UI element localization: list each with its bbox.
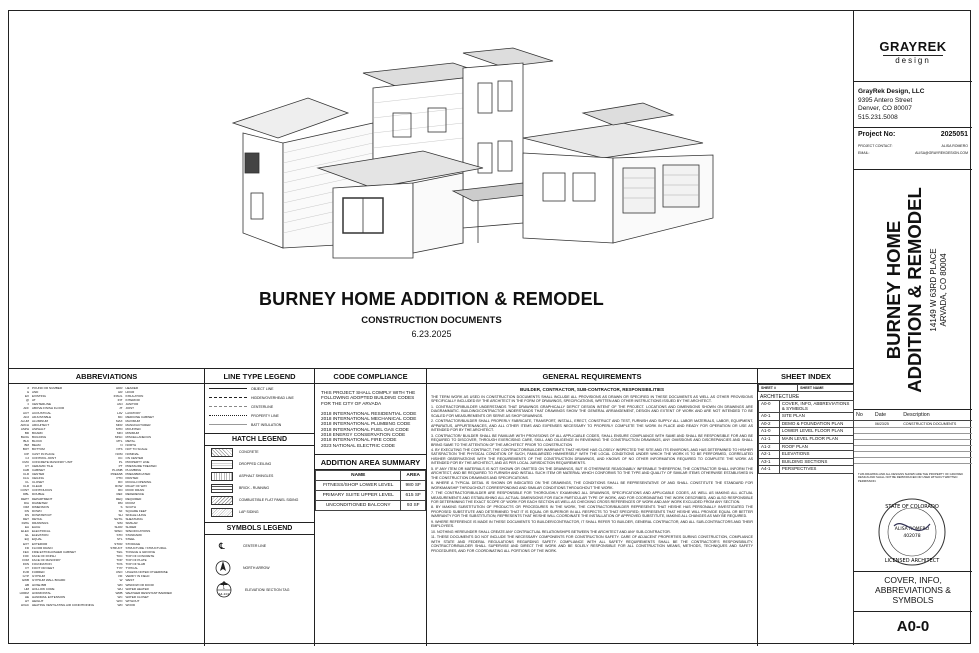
legends-panel bbox=[205, 369, 315, 646]
abbreviation-row: W WEST bbox=[119, 578, 135, 583]
abbreviation-row: STOR STORAGE bbox=[114, 541, 141, 546]
abbreviation-row: WH WATER HEATER bbox=[117, 586, 149, 591]
abbreviation-row: SIM SIMILAR bbox=[117, 521, 138, 526]
north-arrow-icon bbox=[213, 559, 233, 577]
code-item: 2018 INTERNATIONAL RESIDENTIAL CODE bbox=[321, 410, 417, 416]
firm-address-1: 9395 Antero Street bbox=[858, 96, 913, 104]
abbreviation-row: DS DOWNSPOUT bbox=[24, 512, 52, 517]
area-row: FITNESS/SHOP LOWER LEVEL 980 SF bbox=[316, 480, 426, 490]
abbreviation-row: HR HOUR bbox=[118, 390, 135, 395]
abbreviation-row: DIA DIAMETER bbox=[23, 500, 48, 505]
code-item: 2018 ENERGY CONSERVATION CODE bbox=[321, 432, 406, 438]
hatch-brick: BRICK - RUNNING bbox=[205, 482, 314, 494]
abbreviation-row: CJ CONTROL JOINT bbox=[25, 455, 57, 460]
abbreviation-row: PTD PAINTED bbox=[116, 476, 139, 481]
sheet-index-row: A3-1 BUILDING SECTIONS bbox=[759, 458, 854, 466]
abbreviation-row: MAX MAXIMUM bbox=[115, 418, 140, 423]
abbreviation-row: ASPH ASPHALT bbox=[20, 426, 46, 431]
symbol-center-line: ℄ CENTER LINE bbox=[205, 535, 314, 557]
svg-text:℄: ℄ bbox=[219, 542, 225, 552]
abbreviation-row: & AND bbox=[26, 390, 39, 395]
sheet-index-row: A0-1 SITE PLAN bbox=[759, 413, 854, 421]
line-type-hidden: HIDDEN/OVERHEAD LINE bbox=[205, 393, 314, 402]
abbreviation-row: INSUL INSULATION bbox=[113, 394, 144, 399]
abbreviation-row: CMU CONCRETE MASONRY UNIT bbox=[22, 459, 73, 464]
code-item: 2018 INTERNATIONAL MECHANICAL CODE bbox=[321, 416, 417, 422]
abbreviation-row: EA EACH bbox=[24, 525, 41, 530]
abbreviation-row: DN DOWN bbox=[24, 508, 42, 513]
abbreviation-row: EXT EXTERIOR bbox=[23, 541, 48, 546]
abbreviation-row: INT INTERIOR bbox=[117, 398, 140, 403]
sheet-index-row: A0-0 COVER, INFO, ABBREVIATIONS & SYMBOLS bbox=[759, 401, 854, 413]
area-summary-table: NAME AREA FITNESS/SHOP LOWER LEVEL 980 SF PRIMARY SUITE UPPER LEVEL 615 SF UNCONDITIONED BALCONY 93 SF bbox=[315, 470, 426, 511]
main-area bbox=[9, 11, 854, 645]
requirement-item: 9. WHERE REFERENCE IS MADE IN THESE DOCUMENTS TO BUILDER/CONTRACTOR, IT SHALL REFER TO BUILDER, GENERAL CONTRACTOR, AND ALL SUB-CONTRACTORS AND THEIR EMPLOYEES. bbox=[431, 519, 753, 529]
abbreviation-row: BD BOARD bbox=[24, 431, 43, 436]
abbreviation-row: N NORTH bbox=[120, 443, 137, 448]
email-label: EMAIL: bbox=[858, 151, 870, 155]
project-name-line-2: ADDITION & REMODEL bbox=[904, 187, 925, 393]
abbreviation-row: EX EXISTING bbox=[24, 394, 47, 399]
requirement-item: 11. THESE DOCUMENTS DO NOT INCLUDE THE NECESSARY COMPONENTS FOR CONSTRUCTION SAFETY. CARE OF ADJACENT PROPERTIES DURING CONSTRUCTION, COMPLIANCE WITH STATE AND FEDERAL REGULATIONS REGARDING SAFETY. COMPLIANCE WITH ALL SAFETY REQUIREMENTS SHALL BE THE CONTRACTOR'S RESPONSIBILITY. CONTRACTOR/BUILDER SHALL SUPERVISE AND DIRECT THE WORK AND BE SOLELY RESPONSIBLE FOR ALL CONSTRUCTION MEANS, METHODS, TECHNIQUES AND SAFETY PROCEDURES, AND FOR COORDINATING ALL PORTIONS OF THE WORK. bbox=[431, 535, 753, 553]
abbreviation-row: SF SQUARE FEET bbox=[118, 508, 147, 513]
abbreviation-row: CLR CLEAR bbox=[22, 484, 43, 489]
abbreviation-row: STRUCT STRUCTURE / STRUCTURAL bbox=[110, 545, 167, 550]
seal-name: ALISA ROMERO bbox=[894, 527, 930, 532]
abbreviation-row: FDN FOUNDATION bbox=[22, 562, 52, 567]
general-requirements-heading: GENERAL REQUIREMENTS bbox=[427, 369, 757, 384]
hatch-dropped-ceiling: DROPPED CEILING bbox=[205, 458, 314, 470]
general-requirements-text: THE TERM WORK AS USED IN CONSTRUCTION DOCUMENTS SHALL INCLUDE ALL PROVISIONS AS DRAWN OR SPECIFIED IN THESE DOCUMENTS AS WELL AS OTHER PROVISIONS SPECIFICALLY INCLUDED BY THE ARCHITECT IN THE FORM OF DRAWINGS, SPECIFICATIONS, WRITTEN AND OTHER INSTRUCTIONS ISSUED BY THE ARCHITECT. 1. CONTRACTOR/BUILDER UNDERSTANDS THAT DRAWINGS GRAPHICALLY DEPICT DESIGN INTENT OF THE PROJECT. LOCATIONS AND DIMENSIONS SHOWN ON DRAWINGS ARE DIAGRAMMATIC. BUILDING/CONTRACTOR UNDERSTANDS THAT DRAWINGS SHOW THE GENERAL ARRANGEMENT, DESIGN AND EXTENT OF WORK AND ARE NOT INTENDED TO BE SCALED FOR MEASUREMENTS OR SERVE AS SHOP DRAWINGS. 2. CONTRACTOR/BUILDER SHALL PROPERLY FABRICATE, TRANSPORT, INSTALL, ERECT, CONSTRUCT AND TEST, FURNISH AND SUPPLY ALL LABOR MATERIALS, LABOR, EQUIPMENT, APPARATUS, APPURTENANCES, AND ALL OTHER ITEMS AND EXPENSES NECESSARY TO PROPERLY COMPLETE THE WORK IN PLACE AND READY FOR OPERATION OR USE AS INTENDED FOR BY THE ARCHITECT. 3. CONTRACTOR/ BUILDER SHALL BE FAMILIAR WITH PROVISIONS OF ALL APPLICABLE CODES, SHALL ENSURE COMPLIANCE WITH SAME AND SHALL BE RESPONSIBLE FOR AND BE REQUIRED TO DISCOVER, THROUGH EXERCISING CARE, SKILL AND DILIGENCE IN REVIEWING THE CONSTRUCTION DRAWINGS, ANY OMISSIONS AND DISCREPANCIES AND SHALL BRING SAME TO THE ATTENTION OF THE ARCHITECT PRIOR TO CONSTRUCTION 4. BY EXECUTING THE CONTRACT, THE CONTRACTOR/BUILDER WARRANTS THAT HE/SHE HAS CLOSELY INSPECTED THE SITE AND ITS ENVIRONS, AND HAS DETERMINED TO HIS/HER SATISFACTION THE PHYSICAL CONDITION OF SUCH, FAMILIARIZED HIM/HERSELF WITH THE LOCAL CONDITIONS UNDER WHICH THE WORK IS TO BE PERFORMED, CORRELATED HIS/HER OBSERVATIONS WITH THE REQUIREMENTS OF THE CONSTRUCTION DRAWINGS, AND KNOWS OF NO OTHER INFORMATION REQUIRED TO COMPLETE THE WORK AS INTENDED FOR BY THE ARCHITECT, AND AS PER LOCAL JURISDICTION REQUIREMENTS. 5. IF ANY ITEM OR MATERIALS IS NOT SHOWN OR OMITTED ON THE DRAWINGS, BUT IS OTHERWISE REASONABLY INFERABLE THEREFROM, THE CONTRACTOR SHALL INFORM THE ARCHITECT, AND BE REQUIRED TO FURNISH AND INSTALL SUCH ITEM OR MATERIAL WHICH CONFORMS TO THE TYPE AND QUALITY OF SIMILAR ITEMS OTHERWISE ESTABLISHED IN THE CONSTRUCTION DRAWINGS AND SPECIFICATIONS. 6. WHERE A TYPICAL DETAIL IS SHOWN OR INDICATED ON THE DRAWINGS, THE CONDITIONS SHALL BE REPRESENTATIVE OF AND SHALL CONSTITUTE THE STANDARD FOR WORKMANSHIP THROUGHOUT CORRESPONDING AND SIMILAR CONDITIONS THROUGHOUT THE WORK. 7. THE CONTRACTOR/BUILDER ARE RESPONSIBLE FOR THOROUGHLY EXAMINING ALL DRAWINGS, SPECIFICATIONS AND APPLICABLE CODES, AS WELL AS MAKING ALL ACTUAL MEASUREMENTS AND ESTABLISHING ALL ACTUAL DIMENSIONS FOR EACH PARTICULAR TYPE OF WORK, AND FOR COORDINATING THE WORK DESCRIBED, AND ALSO RESPONSIBLE FOR DETERMINING THE EXACT SCOPE OF WORK FOR EACH SECTION AS WELL AS CHECKING CROSS REFERENCES OF WORK AND ANY WORK EXCLUDED FROM ANY SECTION. 8. BY MAKING SUBSTITUTION OF PRODUCTS OR PROCEDURES IN THE WORK, THE CONTRACTOR/BUILDER REPRESENTS THAT HE/SHE HAS PERSONALLY INVESTIGATED THE PROPOSED SUBSTITUTE AND DETERMINED THAT IT IS EQUAL OR SUPERIOR IN ALL RESPECTS TO THAT SPECIFIED; REPRESENTS THAT HE/SHE WILL PROVIDE EQUAL OR BETTER WARRANTY FOR THE SUBSTITUTION; REPRESENTS THAT HE/SHE WILL COORDINATE THE INSTALLATION OF APPROVED SUBSTITUTE, MAKING ALL CHANGES AS MAY BE REQUIRED. 9. WHERE REFERENCE IS MADE IN THESE DOCUMENTS TO BUILDER/CONTRACTOR, IT SHALL REFER TO BUILDER, GENERAL CONTRACTOR, AND ALL SUB-CONTRACTORS AND THEIR EMPLOYEES. 10. NOTHING HEREUNDER SHALL CREATE ANY CONTRACTUAL RELATIONSHIPS BETWEEN THE ARCHITECT AND ANY SUB-CONTRACTOR. 11. THESE DOCUMENTS DO NOT INCLUDE THE NECESSARY COMPONENTS FOR CONSTRUCTION SAFETY. CARE OF ADJACENT PROPERTIES DURING CONSTRUCTION, COMPLIANCE WITH STATE AND FEDERAL REGULATIONS REGARDING SAFETY. COMPLIANCE WITH ALL SAFETY REQUIREMENTS SHALL BE THE CONTRACTOR'S RESPONSIBILITY. CONTRACTOR/BUILDER SHALL SUPERVISE AND DIRECT THE WORK AND BE SOLELY RESPONSIBLE FOR ALL CONSTRUCTION MEANS, METHODS, TECHNIQUES AND SAFETY PROCEDURES, AND FOR COORDINATING ALL PORTIONS OF THE WORK. bbox=[431, 395, 753, 553]
copyright-disclaimer: THIS DRAWING AND ALL DESIGNS SHOWN ARE THE PROPERTY OF GRAYREK DESIGN AND SHALL NOT BE REPRODUCED OR USED WITHOUT WRITTEN PERMISSION. bbox=[858, 472, 964, 483]
abbreviation-row: FOM FACE OF MASONRY bbox=[22, 557, 61, 562]
abbreviation-row: HORIZ HORIZONTAL bbox=[19, 590, 52, 595]
project-name-line-1: BURNEY HOME bbox=[883, 220, 904, 360]
revision-block bbox=[854, 409, 972, 464]
project-number: 2025051 bbox=[940, 131, 968, 138]
abbreviation-row: # POUND OR NUMBER bbox=[27, 386, 63, 390]
abbreviation-row: TOS TOP OF SLAB bbox=[116, 562, 146, 567]
line-type-property: PROPERTY LINE bbox=[205, 411, 314, 420]
abbreviation-row: DIM DIMENSION bbox=[23, 504, 50, 509]
code-item: 2018 INTERNATIONAL FUEL GAS CODE bbox=[321, 426, 409, 432]
area-row: PRIMARY SUITE UPPER LEVEL 615 SF bbox=[316, 490, 426, 500]
abbreviation-row: BLK BLOCK bbox=[23, 439, 43, 444]
abbreviation-row: GWB GYPSUM WALL BOARD bbox=[21, 578, 66, 583]
project-address-2: ARVADA, CO 80004 bbox=[939, 253, 948, 327]
abbreviation-row: ALUM ALUMINUM bbox=[20, 418, 49, 423]
abbreviation-row: BM BEAM bbox=[24, 443, 41, 448]
centerline-symbol-icon bbox=[213, 538, 233, 554]
abbreviation-row: ACT ACOUSTICAL bbox=[23, 410, 52, 415]
sheet-title: COVER, INFO, ABBREVIATIONS & SYMBOLS bbox=[854, 571, 972, 611]
abbreviation-row: ¢ CENTERLINE bbox=[27, 402, 52, 407]
abbreviation-row: WD WOOD bbox=[117, 602, 136, 607]
abbreviation-row: TOP TOP OF PLATE bbox=[116, 557, 147, 562]
abbreviation-row: GYP GYPSUM bbox=[22, 574, 46, 579]
abbreviation-row: PT PRESSURE TREATED bbox=[118, 463, 157, 468]
cover-drawing-area bbox=[9, 11, 854, 368]
abbreviation-row: REF REFERENCE bbox=[116, 492, 145, 497]
hatch-lap-siding: LAP SIDING bbox=[205, 506, 314, 518]
abbreviation-row: STL STEEL bbox=[116, 537, 136, 542]
abbreviation-row: SLDR SLIDER bbox=[114, 525, 137, 530]
sheet-index-row: A1-2 ROOF PLAN bbox=[759, 443, 854, 451]
abbreviation-row: CLG CEILING bbox=[22, 476, 45, 481]
abbreviation-row: HVAC HEATING VENTILATING AIR CONDITIONING bbox=[20, 602, 95, 607]
hatch-concrete: CONCRETE bbox=[205, 446, 314, 458]
abbreviation-row: PL PROPERTY LINE bbox=[118, 459, 150, 464]
responsibilities-subheading: BUILDER, CONTRACTOR, SUB-CONTRACTOR, RESPONSIBILITIES bbox=[519, 387, 665, 392]
abbreviations-column-1 bbox=[13, 386, 107, 607]
code-intro: THIS PROJECT SHALL COMPLY WITH THE FOLLOWING ADOPTED BUILDING CODES FOR THE CITY OF ARVADA bbox=[321, 390, 416, 406]
abbreviation-row: CL CLOSET bbox=[25, 480, 45, 485]
line-type-batt: BATT INSULATION bbox=[205, 420, 314, 429]
abbreviation-row: CT CERAMIC TILE bbox=[25, 463, 53, 468]
abbreviation-row: EL ELEVATION bbox=[25, 533, 49, 538]
abbreviation-row: PLUMB PLUMBING bbox=[112, 467, 142, 472]
code-item: 2018 INTERNATIONAL PLUMBING CODE bbox=[321, 421, 411, 427]
abbreviation-row: UNO UNLESS NOTED OTHERWISE bbox=[115, 570, 168, 575]
abbreviation-row: WRB WEATHER RESISTANT BARRIER bbox=[115, 590, 172, 595]
vertical-project-title bbox=[854, 169, 972, 409]
line-type-centerline: CENTERLINE bbox=[205, 402, 314, 411]
sheet-index-group-label: ARCHITECTURE bbox=[760, 394, 800, 400]
elevation-tag-number: 1 bbox=[222, 584, 226, 590]
abbreviation-row: ROW RIGHT OF WAY bbox=[115, 484, 148, 489]
project-number-label: Project No: bbox=[858, 131, 896, 138]
abbreviation-row: CONT CONTINUOUS bbox=[20, 488, 53, 493]
requirement-item: 2. CONTRACTOR/BUILDER SHALL PROPERLY FABRICATE, TRANSPORT, INSTALL, ERECT, CONSTRUCT AND TEST, FURNISH AND SUPPLY ALL LABOR MATERIALS, LABOR, EQUIPMENT, APPARATUS, APPURTENANCES, AND ALL OTHER ITEMS AND EXPENSES NECESSARY TO PROPERLY COMPLETE THE WORK IN PLACE AND READY FOR OPERATION OR USE AS INTENDED FOR BY THE ARCHITECT. bbox=[431, 419, 753, 433]
requirement-item: 3. CONTRACTOR/ BUILDER SHALL BE FAMILIAR WITH PROVISIONS OF ALL APPLICABLE CODES, SHALL ENSURE COMPLIANCE WITH SAME AND SHALL BE RESPONSIBLE FOR AND BE REQUIRED TO DISCOVER, THROUGH EXERCISING CARE, SKILL AND DILIGENCE IN REVIEWING THE CONSTRUCTION DRAWINGS, ANY OMISSIONS AND DISCREPANCIES AND SHALL BRING SAME TO THE ATTENTION OF THE ARCHITECT PRIOR TO CONSTRUCTION bbox=[431, 433, 753, 447]
project-address-1: 14149 W 63RD PLACE bbox=[929, 248, 938, 332]
elevation-tag-sheet: A4-101 bbox=[218, 592, 230, 596]
abbreviation-row: REQ REQUIRED bbox=[115, 496, 142, 501]
abbreviation-row: OC ON CENTER bbox=[118, 455, 144, 460]
firm-phone: 515.231.5008 bbox=[858, 113, 898, 121]
abbreviation-row: S SOUTH bbox=[120, 504, 136, 509]
area-row: UNCONDITIONED BALCONY 93 SF bbox=[316, 500, 426, 510]
line-type-legend-heading: LINE TYPE LEGEND bbox=[205, 369, 314, 384]
firm-name: GrayRek Design, LLC bbox=[858, 88, 925, 95]
abbreviation-row: FD FLOOR DRAIN bbox=[25, 545, 53, 550]
contact-name: ALISA ROMERO bbox=[941, 144, 968, 148]
sheet-index-table: SHEET # SHEET NAME bbox=[758, 384, 854, 392]
abbreviation-row: WC WATER CLOSET bbox=[117, 594, 149, 599]
abbreviation-row: BLDG BUILDING bbox=[20, 435, 47, 440]
code-compliance-heading: CODE COMPLIANCE bbox=[315, 369, 426, 384]
abbreviation-row: LAV LAVATORY bbox=[117, 410, 141, 415]
firm-info bbox=[854, 81, 972, 128]
abbreviation-row: DBL DOUBLE bbox=[23, 492, 45, 497]
symbol-elevation-tag: 1 A4-101 ELEVATION/ SECTION TAG bbox=[205, 579, 314, 601]
abbreviation-row: MFR MANUFACTURER bbox=[116, 422, 151, 427]
seal-number: 402078 bbox=[903, 534, 921, 539]
symbols-legend-heading: SYMBOLS LEGEND bbox=[205, 522, 314, 535]
hatch-asphalt-shingles: ASPHALT SHINGLES bbox=[205, 470, 314, 482]
abbreviation-row: VIF VERIFY IN FIELD bbox=[117, 574, 150, 579]
abbreviation-row: DWG DRAWINGS bbox=[21, 521, 49, 526]
requirement-item: 7. THE CONTRACTOR/BUILDER ARE RESPONSIBLE FOR THOROUGHLY EXAMINING ALL DRAWINGS, SPECIFICATIONS AND APPLICABLE CODES, AS WELL AS MAKING ALL ACTUAL MEASUREMENTS AND ESTABLISHING ALL ACTUAL DIMENSIONS FOR EACH PARTICULAR TYPE OF WORK, AND FOR COORDINATING THE WORK DESCRIBED, AND ALSO RESPONSIBLE FOR DETERMINING THE EXACT SCOPE OF WORK FOR EACH SECTION AS WELL AS CHECKING CROSS REFERENCES OF WORK AND ANY WORK EXCLUDED FROM ANY SECTION. bbox=[431, 491, 753, 504]
contact-email: ALISA@GRAYREKDESIGN.COM bbox=[915, 151, 968, 155]
abbreviation-row: MC MEDICINE CABINET bbox=[117, 414, 155, 419]
abbreviation-row: FT FOOT OR FEET bbox=[25, 566, 55, 571]
abbreviation-row: MTD MOUNTED bbox=[116, 426, 141, 431]
abbreviation-row: SH SINGLE HUNG bbox=[118, 512, 147, 517]
abbreviations-column-2 bbox=[107, 386, 201, 607]
abbreviation-row: WD WINDOW OR DOOR bbox=[117, 582, 154, 587]
firm-address-2: Denver, CO 80007 bbox=[858, 105, 912, 112]
abbreviation-row: HB HOSE BIB bbox=[24, 582, 47, 587]
abbreviation-row: @ AT bbox=[25, 398, 36, 403]
elevation-tag-icon bbox=[213, 580, 235, 600]
area-summary-heading: ADDITION AREA SUMMARY bbox=[315, 454, 426, 470]
requirement-item: 8. BY MAKING SUBSTITUTION OF PRODUCTS OR PROCEDURES IN THE WORK, THE CONTRACTOR/BUILDER REPRESENTS THAT HE/SHE HAS PERSONALLY INVESTIGATED THE PROPOSED SUBSTITUTE AND DETERMINED THAT IT IS EQUAL OR SUPERIOR IN ALL RESPECTS TO THAT SPECIFIED; REPRESENTS THAT HE/SHE WILL PROVIDE EQUAL OR BETTER WARRANTY FOR THE SUBSTITUTION; REPRESENTS THAT HE/SHE WILL COORDINATE THE INSTALLATION OF APPROVED SUBSTITUTE, MAKING ALL CHANGES AS MAY BE REQUIRED. bbox=[431, 505, 753, 519]
abbreviation-row: HDR HEADER bbox=[116, 386, 139, 390]
abbreviation-row: MISC MISCELLANEOUS bbox=[115, 435, 152, 440]
abbreviation-row: W/O WITHOUT bbox=[116, 598, 140, 603]
abbreviation-row: HM HOLLOW CORE bbox=[24, 586, 55, 591]
abbreviations-heading: ABBREVIATIONS bbox=[9, 369, 204, 384]
abbreviation-row: CAB CABINET bbox=[22, 467, 46, 472]
revision-row: 06/23/25 CONSTRUCTION DOCUMENTS bbox=[854, 421, 972, 428]
abbreviation-row: PREFAB PREFABRICATED bbox=[110, 471, 151, 476]
abbreviation-row: MTL METAL bbox=[116, 439, 136, 444]
abbreviation-row: RO ROUGH OPENING bbox=[118, 480, 152, 485]
abbreviation-row: JT JOIST bbox=[119, 406, 135, 411]
code-compliance-panel bbox=[315, 369, 427, 646]
abbreviation-row: ELEC ELECTRICAL bbox=[21, 529, 51, 534]
code-item: 2023 NATIONAL ELECTRIC CODE bbox=[321, 442, 395, 448]
requirement-item: 5. IF ANY ITEM OR MATERIALS IS NOT SHOWN OR OMITTED ON THE DRAWINGS, BUT IS OTHERWISE REASONABLY INFERABLE THEREFROM, THE CONTRACTOR SHALL INFORM THE ARCHITECT, AND BE REQUIRED TO FURNISH AND INSTALL SUCH ITEM OR MATERIAL WHICH CONFORMS TO THE TYPE AND QUALITY OF SIMILAR ITEMS OTHERWISE ESTABLISHED IN THE CONSTRUCTION DRAWINGS AND SPECIFICATIONS. bbox=[431, 466, 753, 480]
abbreviation-row: FOF FACE OF FINISH bbox=[23, 553, 56, 558]
sheet-index-row: A2-1 ELEVATIONS bbox=[759, 451, 854, 459]
code-item: 2018 INTERNATIONAL FIRE CODE bbox=[321, 437, 397, 443]
hatch-legend-heading: HATCH LEGEND bbox=[205, 433, 314, 446]
abbreviation-row: T&G TONGUE & GROOVE bbox=[116, 549, 156, 554]
drawing-sheet bbox=[8, 10, 971, 644]
abbreviation-row: MIN MINIMUM bbox=[117, 431, 139, 436]
grayrek-logo: GRAYREK design bbox=[879, 39, 947, 65]
general-requirements-panel bbox=[427, 369, 758, 646]
abbreviation-row: CLR CENTER bbox=[22, 471, 45, 476]
code-list bbox=[321, 411, 420, 448]
requirement-item: 10. NOTHING HEREUNDER SHALL CREATE ANY CONTRACTUAL RELATIONSHIPS BETWEEN THE ARCHITECT AND ANY SUB-CONTRACTOR. bbox=[431, 529, 671, 534]
seal-license: LICENSED ARCHITECT bbox=[884, 558, 940, 564]
abbreviation-row: JAN JANITOR bbox=[116, 402, 139, 407]
abbreviation-row: DEPT DEPARTMENT bbox=[20, 496, 53, 501]
schedules-strip bbox=[9, 368, 854, 645]
title-block bbox=[854, 11, 972, 645]
abbreviation-row: NTS NOT TO SCALE bbox=[116, 447, 148, 452]
abbreviation-row: HT HEIGHT bbox=[25, 598, 44, 603]
sheet-index-heading: SHEET INDEX bbox=[758, 369, 854, 384]
abbreviation-row: ARCH ARCHITECT bbox=[20, 422, 50, 427]
revision-row bbox=[854, 458, 972, 464]
document-type: CONSTRUCTION DOCUMENTS bbox=[361, 315, 502, 326]
sheet-index-panel bbox=[758, 369, 854, 646]
abbreviation-row: FEC FIRE EXTINGUISHER CABINET bbox=[23, 549, 77, 554]
abbreviation-row: SPEC SPECIFICATIONS bbox=[114, 529, 151, 534]
abbreviation-row: BOT BOTTOM bbox=[22, 447, 45, 452]
project-number-block bbox=[854, 127, 972, 158]
project-title: BURNEY HOME ADDITION & REMODEL bbox=[258, 289, 604, 309]
abbreviation-row: FUR FURRED bbox=[22, 570, 45, 575]
abbreviation-row: DET DETAIL bbox=[23, 517, 43, 521]
abbreviation-row: ADJ ADJUSTABLE bbox=[23, 414, 52, 419]
seal-state: STATE OF COLORADO bbox=[885, 504, 939, 510]
contact-label: PROJECT CONTACT: bbox=[858, 144, 893, 148]
line-type-object: OBJECT LINE bbox=[205, 384, 314, 393]
document-date: 6.23.2025 bbox=[411, 329, 452, 339]
abbreviation-row: SHTG SHEATHING bbox=[114, 517, 143, 521]
abbreviation-row: RD ROOF DRAIN bbox=[118, 488, 145, 493]
abbreviation-row: TYP TYPICAL bbox=[116, 566, 139, 571]
abbreviation-row: HE HANDRAIL EXTENSION bbox=[24, 594, 66, 599]
requirement-item: 4. BY EXECUTING THE CONTRACT, THE CONTRACTOR/BUILDER WARRANTS THAT HE/SHE HAS CLOSELY INSPECTED THE SITE AND ITS ENVIRONS, AND HAS DETERMINED TO HIS/HER SATISFACTION THE PHYSICAL CONDITION OF SUCH, FAMILIARIZED HIM/HERSELF WITH THE LOCAL CONDITIONS UNDER WHICH THE WORK IS TO BE PERFORMED, CORRELATED HIS/HER OBSERVATIONS WITH THE REQUIREMENTS OF THE CONSTRUCTION DRAWINGS, AND KNOWS OF NO OTHER INFORMATION REQUIRED TO COMPLETE THE WORK AS INTENDED FOR BY THE ARCHITECT, AND AS PER LOCAL JURISDICTION REQUIREMENTS. bbox=[431, 447, 753, 466]
sheet-index-rows bbox=[758, 400, 854, 474]
sheet-index-row: A1-0 LOWER LEVEL FLOOR PLAN bbox=[759, 428, 854, 436]
abbreviation-row: STD STANDARD bbox=[116, 533, 142, 538]
requirement-item: 1. CONTRACTOR/BUILDER UNDERSTANDS THAT DRAWINGS GRAPHICALLY DEPICT DESIGN INTENT OF THE PROJECT. LOCATIONS AND DIMENSIONS SHOWN ON DRAWINGS ARE DIAGRAMMATIC. BUILDING/CONTRACTOR UNDERSTANDS THAT DRAWINGS SHOW THE GENERAL ARRANGEMENT, DESIGN AND EXTENT OF WORK AND ARE NOT INTENDED TO BE SCALED FOR MEASUREMENTS OR SERVE AS SHOP DRAWINGS. bbox=[431, 404, 753, 418]
sheet-index-row: A4-1 PERSPECTIVES bbox=[759, 466, 854, 474]
sheet-index-row: A1-1 MAIN LEVEL FLOOR PLAN bbox=[759, 435, 854, 443]
sheet-index-row: A0-2 DEMO & FOUNDATION PLAN bbox=[759, 420, 854, 428]
abbreviation-row: NOM NOMINAL bbox=[115, 451, 140, 456]
abbreviation-row: AFF ABOVE FINISH FLOOR bbox=[23, 406, 65, 411]
abbreviation-row: TOC TOP OF CONCRETE bbox=[116, 553, 155, 558]
abbreviation-row: CIP CAST IN PLACE bbox=[23, 451, 55, 456]
house-perspective-rendering bbox=[223, 43, 723, 263]
revision-table: No Date Description 06/23/25 CONSTRUCTION DOCUMENTS bbox=[854, 410, 972, 464]
abbreviation-row: EQ EQUAL bbox=[24, 537, 43, 542]
sheet-number: A0-0 bbox=[854, 611, 972, 645]
requirement-item: 6. WHERE A TYPICAL DETAIL IS SHOWN OR INDICATED ON THE DRAWINGS, THE CONDITIONS SHALL BE REPRESENTATIVE OF AND SHALL CONSTITUTE THE STANDARD FOR WORKMANSHIP THROUGHOUT CORRESPONDING AND SIMILAR CONDITIONS THROUGHOUT THE WORK. bbox=[431, 481, 753, 490]
abbreviations-panel bbox=[9, 369, 205, 646]
symbol-north-arrow: NORTH ARROW bbox=[205, 557, 314, 579]
hatch-panel-siding: COMBUSTIBLE FLAT PANEL SIDING bbox=[205, 494, 314, 506]
architect-seal bbox=[876, 496, 948, 568]
abbreviation-row: RM ROOM bbox=[117, 500, 135, 505]
